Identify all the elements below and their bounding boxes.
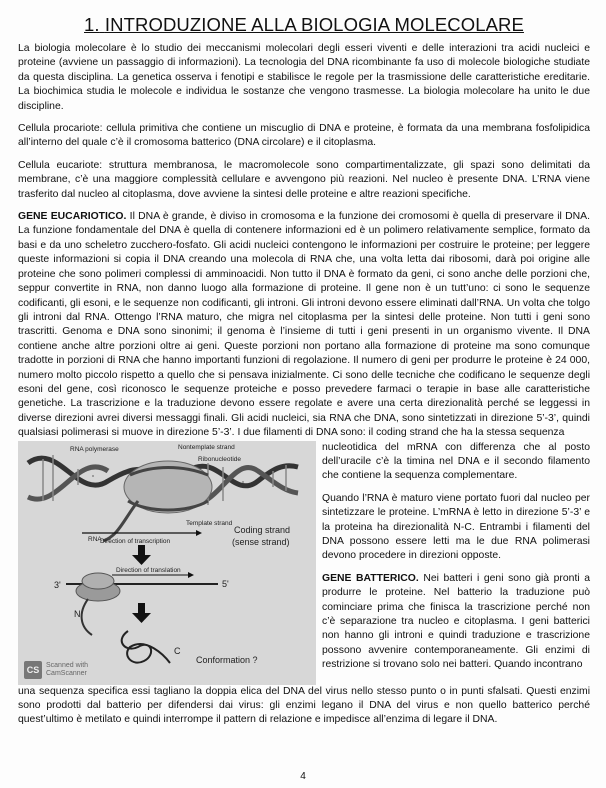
label-direction-transcription: Direction of transcription: [100, 537, 171, 545]
camscanner-logo: CS: [24, 661, 42, 679]
title-number: 1.: [84, 14, 100, 35]
paragraph-eukaryotic-gene: [18, 210, 590, 441]
label-direction-translation: Direction of translation: [116, 566, 181, 574]
label-conformation: Conformation ?: [196, 654, 258, 665]
text-bacterial-gene: Nei batteri i geni sono già pronti a produrre le proteine. Nel batterio la traduzione può cominciare prima che finisca la trascrizione perché non c’è separazione tra nucleo e citoplasma. I geni batterici non hanno gli introni e quindi traduzione e trascrizione possono avvenire contemporaneamente. Gli enzimi di restrizione si trovano solo nei batteri. Quando incontrano: [322, 572, 591, 671]
heading-eukaryotic-gene: GENE EUCARIOTICO.: [18, 211, 127, 223]
watermark-line-1: Scanned with: [46, 661, 89, 669]
label-5prime: 5': [222, 578, 229, 589]
label-c: C: [174, 645, 181, 656]
watermark-line-2: CamScanner: [46, 669, 87, 677]
label-rna-polymerase: RNA polymerase: [70, 445, 119, 453]
paragraph-restriction-enzymes: una sequenza specifica essi tagliano la doppia elica del DNA del virus nello stesso punto o in punti sfalsati. Questi enzimi sono prodotti dal batterio per difendersi dai virus: gli enzimi legano il DNA del virus e non quello batterico perché quest’ultimo è metilato e quindi interrompe il pattern di relazione e impedisce all’enzima di legare il DNA.: [18, 685, 590, 726]
label-sense-strand: (sense strand): [232, 536, 290, 547]
figure-with-text: [18, 441, 590, 685]
transcription-diagram: [18, 441, 316, 685]
label-3prime: 3': [54, 579, 61, 590]
page-title: [18, 12, 590, 38]
camscanner-watermark: [24, 661, 88, 679]
label-ribonucleotide: Ribonucleotide: [198, 455, 242, 463]
label-coding-strand: Coding strand: [234, 524, 291, 535]
paragraph-mrna: Quando l’RNA è maturo viene portato fuori dal nucleo per sintetizzare le proteine. L’mRNA è letto in direzione 5’-3’ e la proteina ha direzionalità N-C. Entrambi i filamenti del DNA possono essere letti ma le due RNA polimerasi devono procedere in direzioni opposte.: [322, 492, 590, 562]
label-nontemplate-strand: Nontemplate strand: [178, 443, 235, 451]
label-template-strand: Template strand: [186, 519, 233, 527]
transcription-figure: [18, 441, 316, 685]
title-text: INTRODUZIONE ALLA BIOLOGIA MOLECOLARE: [104, 14, 524, 35]
page-number: 4: [300, 771, 306, 782]
paragraph-eukaryote: Cellula eucariote: struttura membranosa, le macromolecole sono compartimentalizzate, gli spazi sono delimitati da membrane, c’è una maggiore complessità cellulare e avvengono più reazioni. Nel nucleo è presente DNA. L’RNA viene trasferito dal nucleo al citoplasma, dove avviene la sintesi delle proteine e altre reazioni specifiche.: [18, 159, 590, 200]
label-rna: RNA: [88, 535, 102, 543]
label-n: N: [74, 608, 81, 619]
paragraph-bacterial-gene: [322, 572, 590, 673]
paragraph-coding-strand: nucleotidica del mRNA con differenza che al posto dell’uracile c’è la timina nel DNA e il secondo filamento che contiene la sequenza complementare.: [322, 441, 590, 482]
text-eukaryotic-gene: Il DNA è grande, è diviso in cromosoma e la funzione dei cromosomi è quella di preservare il DNA. La funzione fondamentale del DNA è quella di contenere informazioni ed è un polimero relativamente semplice, formato da basi e da uno scheletro zucchero-fosfato. Gli acidi nucleici contengono le informazioni per costruire le proteine; per leggere queste informazioni si copia il DNA creando una molecola di RNA che, una volta letta dai ribosomi, darà poi origine alle proteine che sono polimeri complessi di amminoacidi. Non tutto il DNA è formato da geni, ci sono anche delle porzioni che, seppur convertite in RNA, non danno luogo alla formazione di proteine. Il gene non è un tutt’uno: ci sono le sequenze codificanti, gli esoni, e le sequenze non codificanti, gli introni. Gli introni devono essere eliminati dall’RNA. Un volta che tolgo gli introni dal RNA. Ottengo l’RNA maturo, che migra nel citoplasma per la sintesi delle proteine. Non tutti i geni sono trascritti. Genoma e DNA sono sinonimi; il genoma è l’insieme di tutti i geni presenti in un organismo vivente. Il DNA contiene anche altre porzioni oltre ai geni. Queste porzioni non portano alla formazione di proteine ma sono comunque tradotte in porzioni di RNA che hanno importanti funzioni di regolazione. Il numero di geni per produrre le proteine è 24 000, numero molto piccolo rispetto a quello che si pensava inizialmente. Ci sono delle tecniche che codificano le sequenze degli esoni del gene, così riconosco le sequenze proteiche e posso prevedere farmaci o terapie in base alle caratteristiche genetiche. La trascrizione e la traduzione devono essere regolate e avere una certa direzionalità perché se leggessi in diverse direzioni avrei diversi messaggi finali. Gli acidi nucleici, sia RNA che DNA, sono sintetizzati in direzione 5’-3’, quindi qualsiasi polimerasi si muove in direzione 5’-3’. I due filamenti di DNA sono: il coding strand che ha la stessa sequenza: [18, 211, 590, 439]
heading-bacterial-gene: GENE BATTERICO.: [322, 572, 419, 584]
side-text-column: [322, 441, 590, 685]
camscanner-text: [46, 662, 88, 678]
paragraph-intro: La biologia molecolare è lo studio dei meccanismi molecolari degli esseri viventi e delle interazioni tra acidi nucleici e proteine (avviene un passaggio di informazioni). La tecnologia del DNA ricombinante fa uso di molecole biologiche studiate da questa disciplina. La genetica osserva i fenotipi e stabilisce le regole per la trasmissione delle caratteristiche ereditarie. La biochimica studia le molecole e individua le sostanze che vengono trasmesse. La biologia molecolare ha unito le due discipline.: [18, 43, 590, 112]
paragraph-prokaryote: Cellula procariote: cellula primitiva che contiene un miscuglio di DNA e proteine, è formata da una membrana fosfolipidica all’interno del quale c’è il cromosoma batterico (DNA circolare) e il citoplasma.: [18, 123, 590, 149]
